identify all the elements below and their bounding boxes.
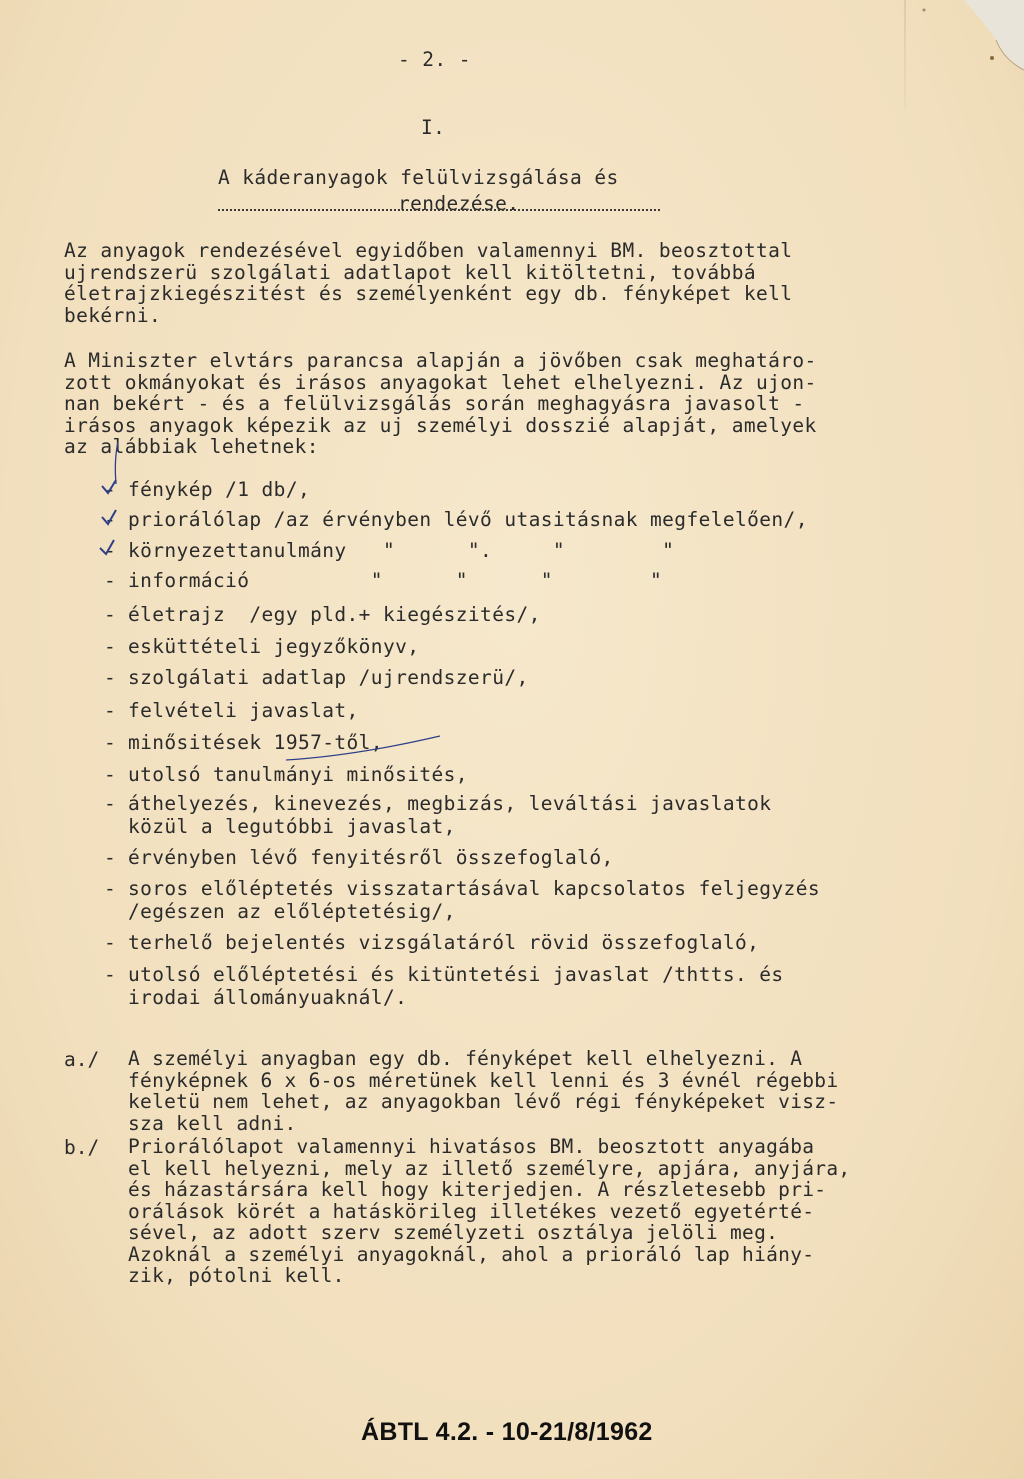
archive-reference: ÁBTL 4.2. - 10-21/8/1962 (361, 1418, 653, 1446)
heading-underline (218, 209, 660, 211)
list-item: - életrajz /egy pld.+ kiegészités/, (104, 603, 541, 626)
list-item-continuation: közül a legutóbbi javaslat, (128, 815, 456, 838)
paragraph-2: A Miniszter elvtárs parancsa alapján a jövőben csak meghatáro- zott okmányokat és irásos anyagokat lehet elhelyezni. Az ujon- nan bekért - és a felülvizsgálás során meghagyásra javasolt - irásos anyagok képezik az uj személyi dosszié alapját, amelyek az alábbiak lehetnek: (64, 349, 817, 458)
section-number: I. (421, 116, 446, 139)
list-item: - priorálólap /az érvényben lévő utasitásnak megfelelően/, (104, 508, 808, 531)
pen-check-marks (96, 440, 136, 560)
note-text-b: Priorálólapot valamennyi hivatásos BM. beosztott anyagába el kell helyezni, mely az illető személyre, apjára, anyjára, és házastársára kell hogy kiterjedjen. A részletesebb pri- orálások körét a hatáskörileg illetékes vezető egyetérté- sével, az adott szerv személyzeti osztálya jelöli meg. Azoknál a személyi anyagoknál, ahol a prioráló lap hiány- zik, pótolni kell. (128, 1135, 851, 1287)
list-item: - felvételi javaslat, (104, 699, 359, 722)
list-item: - minősitések 1957-től, (104, 731, 383, 754)
note-text-a: A személyi anyagban egy db. fényképet kell elhelyezni. A fényképnek 6 x 6-os méretünek kell lenni és 3 évnél régebbi keletü nem lehet, az anyagokban lévő régi fényképeket visz- sza kell adni. (128, 1047, 839, 1135)
list-item: - esküttételi jegyzőkönyv, (104, 635, 420, 658)
list-item: - utolsó tanulmányi minősités, (104, 763, 468, 786)
list-item-continuation: /egészen az előléptetésig/, (128, 900, 456, 923)
note-label-b: b./ (64, 1136, 100, 1159)
list-item-continuation: irodai állományuaknál/. (128, 986, 408, 1009)
list-item: - áthelyezés, kinevezés, megbizás, leváltási javaslatok (104, 792, 772, 815)
list-item: - szolgálati adatlap /ujrendszerü/, (104, 666, 529, 689)
torn-corner-stain (904, 0, 1024, 110)
heading-line-2: rendezése. (398, 192, 520, 215)
list-item: - soros előléptetés visszatartásával kapcsolatos feljegyzés (104, 877, 820, 900)
list-item: - környezettanulmány " ". " " (104, 539, 675, 562)
list-item: - utolsó előléptetési és kitüntetési javaslat /thtts. és (104, 963, 784, 986)
page-number: - 2. - (398, 48, 471, 71)
pen-underline (284, 730, 444, 770)
note-label-a: a./ (64, 1048, 100, 1071)
list-item: - terhelő bejelentés vizsgálatáról rövid összefoglaló, (104, 931, 760, 954)
paragraph-1: Az anyagok rendezésével egyidőben valamennyi BM. beosztottal ujrendszerü szolgálati adatlapot kell kitöltetni, továbbá életrajzkiegészitést és személyenként egy db. fényképet kell bekérni. (64, 239, 793, 327)
list-item: - fénykép /1 db/, (104, 478, 311, 501)
list-item: - információ " " " " (104, 569, 663, 592)
heading-line-1: A káderanyagok felülvizsgálása és (218, 166, 619, 189)
list-item: - érvényben lévő fenyitésről összefoglaló, (104, 846, 614, 869)
